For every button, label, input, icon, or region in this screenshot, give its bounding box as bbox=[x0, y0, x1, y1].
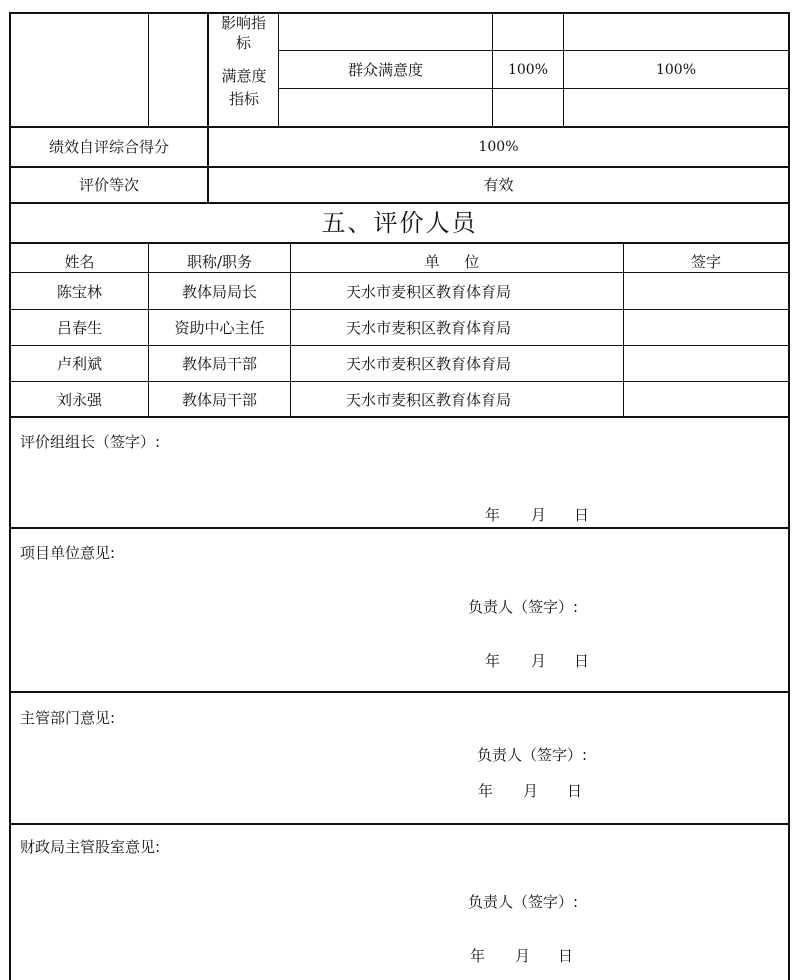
person-title: 资助中心主任 bbox=[174, 319, 265, 337]
responsible-sign-label: 负责人（签字）: bbox=[477, 746, 588, 764]
row-line bbox=[9, 166, 790, 168]
header-sign: 签字 bbox=[690, 253, 721, 271]
influence-indicator-label: 影响指标 bbox=[220, 14, 266, 50]
row-line bbox=[278, 50, 790, 51]
table-left-border bbox=[9, 12, 11, 980]
person-name: 陈宝林 bbox=[56, 283, 102, 301]
col-line bbox=[148, 12, 149, 127]
date-month: 月 bbox=[523, 782, 539, 800]
date-month: 月 bbox=[515, 947, 531, 965]
person-name: 卢利斌 bbox=[56, 355, 102, 373]
grade-value: 有效 bbox=[483, 176, 514, 194]
date-month: 月 bbox=[531, 506, 547, 524]
table-right-border bbox=[788, 12, 790, 980]
date-day: 日 bbox=[574, 506, 590, 524]
satisfaction-metric-name: 群众满意度 bbox=[347, 61, 423, 79]
row-line bbox=[9, 691, 790, 693]
row-line bbox=[9, 202, 790, 204]
row-line bbox=[278, 88, 790, 89]
date-day: 日 bbox=[558, 947, 574, 965]
row-line bbox=[9, 126, 790, 128]
satisfaction-indicator-label: 满意度指标 bbox=[221, 67, 267, 108]
date-year: 年 bbox=[485, 652, 501, 670]
grade-label: 评价等次 bbox=[78, 176, 139, 194]
score-label: 绩效自评综合得分 bbox=[48, 138, 169, 156]
date-year: 年 bbox=[470, 947, 486, 965]
leader-sign-label: 评价组组长（签字）: bbox=[20, 433, 161, 451]
row-line bbox=[9, 272, 790, 273]
row-line bbox=[9, 309, 790, 310]
satisfaction-actual-value: 100% bbox=[655, 62, 697, 78]
person-name: 吕春生 bbox=[56, 319, 102, 337]
person-title: 教体局干部 bbox=[181, 355, 257, 373]
person-unit: 天水市麦积区教育体育局 bbox=[346, 319, 512, 337]
dept-opinion-label: 主管部门意见: bbox=[20, 709, 116, 727]
person-title: 教体局局长 bbox=[181, 283, 257, 301]
responsible-sign-label: 负责人（签字）: bbox=[468, 598, 579, 616]
row-line bbox=[9, 345, 790, 346]
person-unit: 天水市麦积区教育体育局 bbox=[346, 355, 512, 373]
date-day: 日 bbox=[574, 652, 590, 670]
person-title: 教体局干部 bbox=[181, 391, 257, 409]
header-title: 职称/职务 bbox=[186, 253, 253, 271]
row-line bbox=[9, 823, 790, 825]
row-line bbox=[9, 527, 790, 529]
project-opinion-label: 项目单位意见: bbox=[20, 544, 116, 562]
person-unit: 天水市麦积区教育体育局 bbox=[346, 391, 512, 409]
header-name: 姓名 bbox=[64, 253, 95, 271]
date-year: 年 bbox=[485, 506, 501, 524]
row-line bbox=[9, 242, 790, 244]
date-year: 年 bbox=[478, 782, 494, 800]
person-name: 刘永强 bbox=[56, 391, 102, 409]
date-month: 月 bbox=[531, 652, 547, 670]
header-unit: 单 位 bbox=[424, 253, 490, 271]
section-title: 五、评价人员 bbox=[321, 209, 478, 237]
satisfaction-target-value: 100% bbox=[507, 62, 549, 78]
table-top-border bbox=[9, 12, 790, 14]
person-unit: 天水市麦积区教育体育局 bbox=[346, 283, 512, 301]
row-line bbox=[9, 381, 790, 382]
responsible-sign-label: 负责人（签字）: bbox=[468, 893, 579, 911]
date-day: 日 bbox=[567, 782, 583, 800]
row-line bbox=[9, 416, 790, 418]
score-value: 100% bbox=[478, 139, 519, 155]
finance-opinion-label: 财政局主管股室意见: bbox=[20, 838, 161, 856]
